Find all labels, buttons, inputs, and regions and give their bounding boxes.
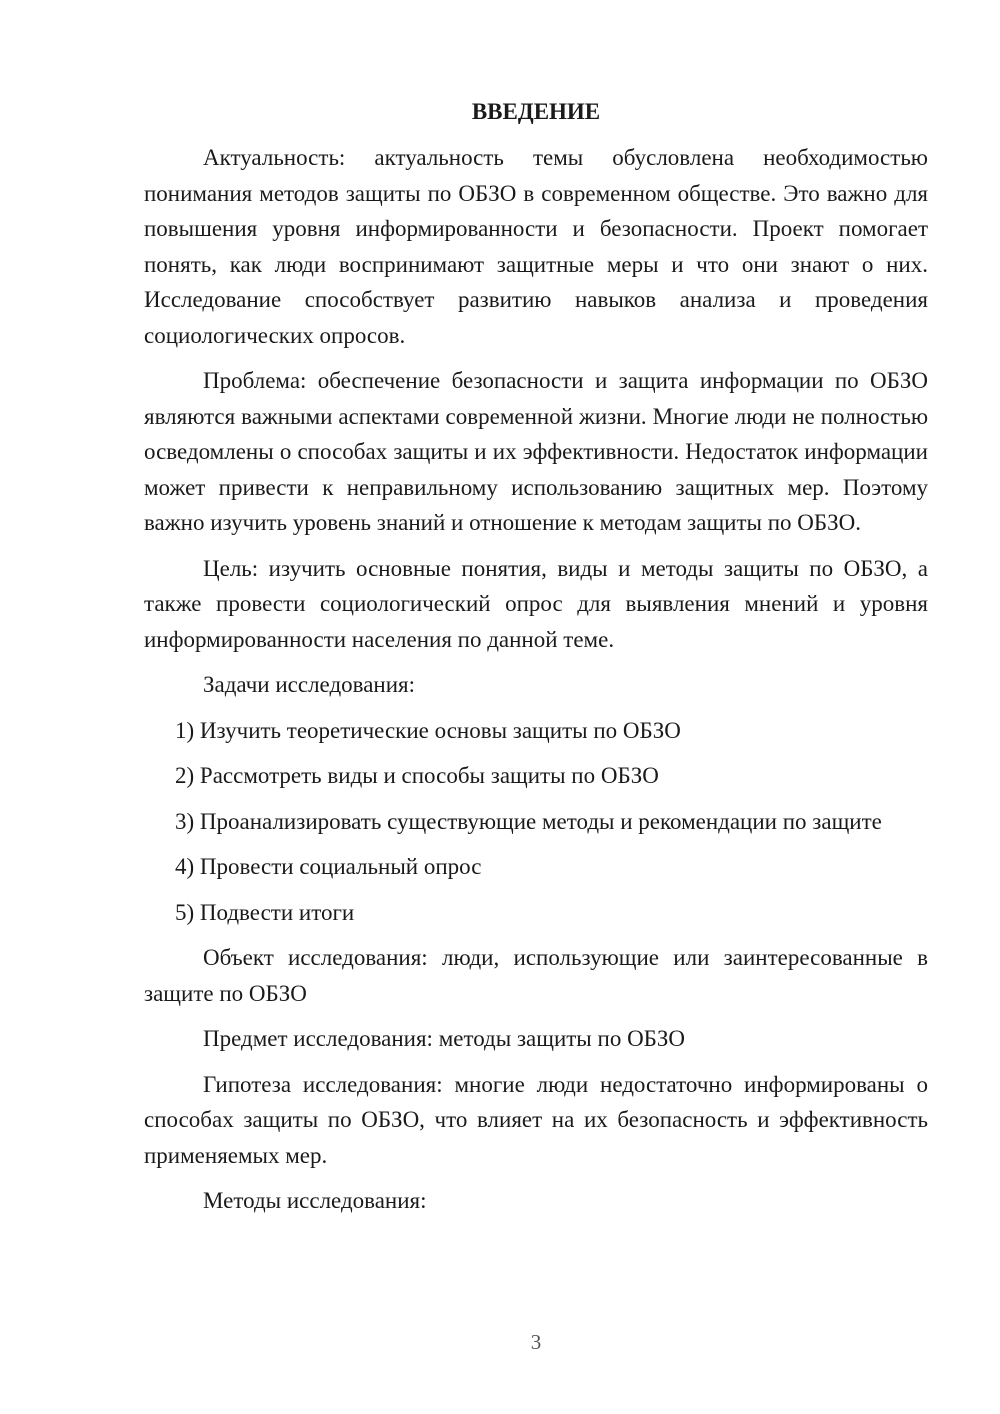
subject-paragraph: Предмет исследования: методы защиты по ОБЗО <box>203 1026 686 1051</box>
task-item: 3) Проанализировать существующие методы и рекомендации по защите <box>175 808 882 834</box>
page-number: 3 <box>530 1330 542 1354</box>
object-paragraph: Объект исследования: люди, использующие или заинтересованные в защите по ОБЗО <box>144 945 928 1006</box>
hypothesis-paragraph: Гипотеза исследования: многие люди недостаточно информированы о способах защиты по ОБЗО, что влияет на их безопасность и эффективность применяемых мер. <box>144 1071 928 1168</box>
problem-paragraph: Проблема: обеспечение безопасности и защита информации по ОБЗО являются важными аспектами современной жизни. Многие люди не полностью осведомлены о способах защиты и их эффективности. Недостаток информации может привести к неправильному использованию защитных мер. Поэтому важно изучить уровень знаний и отношение к методам защиты по ОБЗО. <box>144 368 928 535</box>
page-content <box>144 94 928 1229</box>
relevance-paragraph: Актуальность: актуальность темы обусловлена необходимостью понимания методов защиты по ОБЗО в современном обществе. Это важно для повышения уровня информированности и безопасности. Проект помогает понять, как люди воспринимают защитные меры и что они знают о них. Исследование способствует развитию навыков анализа и проведения социологических опросов. <box>144 145 928 348</box>
task-item: 4) Провести социальный опрос <box>175 854 482 879</box>
tasks-label: Задачи исследования: <box>203 672 416 697</box>
page-title: ВВЕДЕНИЕ <box>471 99 601 124</box>
goal-paragraph: Цель: изучить основные понятия, виды и методы защиты по ОБЗО, а также провести социологический опрос для выявления мнений и уровня информированности населения по данной теме. <box>144 555 928 652</box>
task-item: 5) Подвести итоги <box>175 899 355 925</box>
task-item: 2) Рассмотреть виды и способы защиты по ОБЗО <box>175 763 659 788</box>
methods-label: Методы исследования: <box>203 1188 427 1213</box>
task-item: 1) Изучить теоретические основы защиты по ОБЗО <box>175 717 681 743</box>
